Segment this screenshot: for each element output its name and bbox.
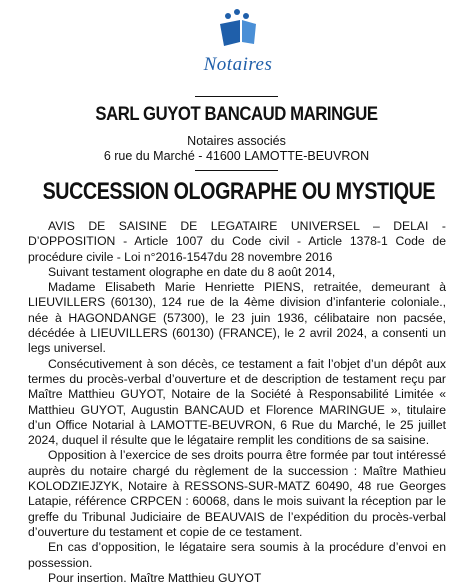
firm-subtitle: Notaires associés xyxy=(187,134,286,148)
notice-body xyxy=(28,219,446,586)
notice-headline: SUCCESSION OLOGRAPHE OU MYSTIQUE xyxy=(42,178,436,205)
paragraph-opposition: Opposition à l’exercice de ses droits pourra être formée par tout intéressé auprès du notaire chargé du règlement de la succession : Maître Mathieu KOLODZIEJZYK, Notaire à RESSONS-SUR-MATZ 60490, 48 rue Georges Latapie, référence CRPCEN : 60068, dans le mois suivant la réception par le greffe du Tribunal Judiciaire de BEAUVAIS de l’expédition du procès-verbal d’ouverture du testament et copie de ce testament. xyxy=(28,448,446,539)
paragraph-envoi-possession: En cas d’opposition, le légataire sera soumis à la procédure d’envoi en possession. xyxy=(28,540,446,570)
divider-top xyxy=(195,96,278,97)
paragraph-signature: Pour insertion. Maître Matthieu GUYOT xyxy=(48,570,262,585)
paragraph-deposit: Consécutivement à son décès, ce testament a fait l’objet d’un dépôt aux termes du procès-verbal d’ouverture et de description de testament reçu par Maître Matthieu GUYOT, Notaire de la Société à Responsabilité Limitée « Matthieu GUYOT, Augustin BANCAUD et Florence MARINGUE », titulaire d’un Office Notarial à LAMOTTE-BEUVRON, 6 Rue du Marché, le 25 juillet 2024, duquel il résulte que le légataire remplit les conditions de sa saisine. xyxy=(28,356,446,448)
firm-address: 6 rue du Marché - 41600 LAMOTTE-BEUVRON xyxy=(103,149,370,163)
paragraph-testament-date: Suivant testament olographe en date du 8 août 2014, xyxy=(48,264,336,279)
paragraph-deceased: Madame Elisabeth Marie Henriette PIENS, retraitée, demeurant à LIEUVILLERS (60130), 124 rue de la 4ème division d’infanterie coloniale., née à HAGONDANGE (57300), le 23 juin 1936, célibataire non pacsée, décédée à LIEUVILLERS (60130) (FRANCE), le 2 avril 2024, a consenti un legs universel. xyxy=(28,280,446,356)
logo-wordmark: Notaires xyxy=(203,54,273,75)
firm-name: SARL GUYOT BANCAUD MARINGUE xyxy=(95,104,378,125)
paragraph-notice-title: AVIS DE SAISINE DE LEGATAIRE UNIVERSEL – DELAI - D’OPPOSITION - Article 1007 du Code civil - Article 1378-1 Code de procédure civile - Loi n°2016-1547du 28 novembre 2016 xyxy=(28,219,446,264)
divider-bottom xyxy=(195,170,278,171)
notaires-emblem-icon xyxy=(210,6,266,54)
notaires-logo xyxy=(178,6,298,76)
